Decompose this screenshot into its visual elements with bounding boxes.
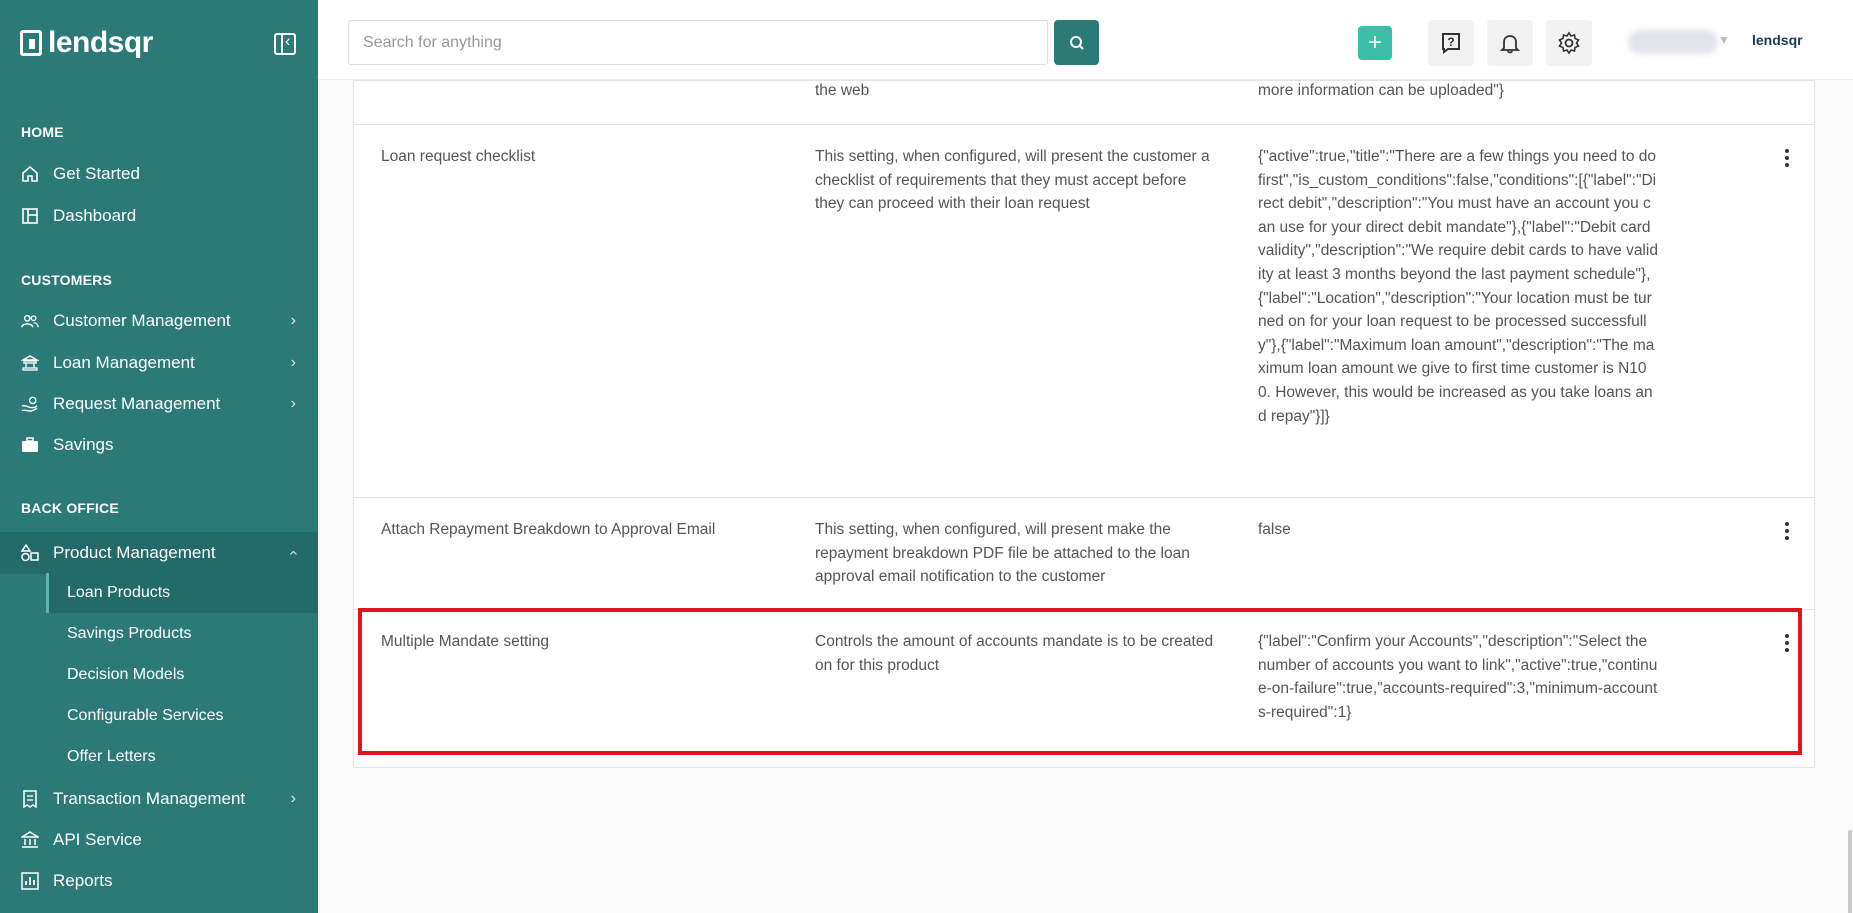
top-bar — [318, 0, 1853, 80]
settings-button[interactable] — [1546, 20, 1592, 66]
sidebar-item-label: Loan Management — [53, 353, 195, 372]
more-options-icon[interactable] — [1784, 632, 1790, 654]
table-row — [354, 125, 1814, 498]
sidebar-item-label: Savings — [53, 435, 114, 454]
add-button[interactable] — [1358, 26, 1392, 60]
logo-mark-icon — [20, 30, 42, 56]
home-icon — [21, 165, 39, 183]
setting-value: {"active":true,"title":"There are a few things you need to do first","is_custom_conditions":false,"conditions":[{"label":"Direct debit","description":"You must have an account you can use for your direct debit mandate"},{"label":"Debit card validity","description":"We require debit cards to have validity at least 3 months beyond the last payment schedule"},{"label":"Location","description":"Your location must be turned on for your loan request to be processed successfully"},{"label":"Maximum loan amount","description":"The maximum loan amount we give to first time customer is N100. However, this would be increased as you take loans and repay"}]} — [1258, 148, 1658, 425]
brand-logo[interactable] — [20, 26, 153, 60]
sidebar-item-api-service[interactable] — [0, 820, 318, 860]
sidebar-item-dashboard[interactable] — [0, 196, 318, 236]
setting-value: false — [1258, 521, 1291, 538]
sidebar-item-label: Customer Management — [53, 311, 231, 330]
table-row — [354, 81, 1814, 125]
sidebar-item-label: Transaction Management — [53, 789, 246, 808]
search-icon — [1069, 35, 1085, 51]
setting-description: Controls the amount of accounts mandate is to be created on for this product — [815, 633, 1214, 674]
scrollbar[interactable] — [1847, 80, 1853, 913]
section-back-office: BACK OFFICE — [21, 500, 119, 516]
setting-description: the web — [815, 82, 870, 99]
chevron-down-icon[interactable]: ▼ — [1718, 33, 1730, 47]
help-button[interactable] — [1428, 20, 1474, 66]
setting-description: This setting, when configured, will present the customer a checklist of requirements that they must accept before they can proceed with their loan request — [815, 148, 1210, 213]
setting-name: Attach Repayment Breakdown to Approval Email — [381, 521, 716, 538]
bank-icon — [21, 354, 39, 372]
sidebar-item-savings[interactable] — [0, 425, 318, 465]
sidebar-subitem-decision-models[interactable]: Decision Models — [67, 666, 185, 683]
help-icon — [1439, 31, 1463, 55]
search-button[interactable] — [1054, 20, 1099, 65]
more-options-icon[interactable] — [1784, 520, 1790, 542]
chevron-up-icon: › — [284, 550, 302, 556]
plus-icon: + — [1367, 29, 1382, 56]
setting-description: This setting, when configured, will present make the repayment breakdown PDF file be attached to the loan approval email notification to the customer — [815, 521, 1190, 586]
sidebar-item-label: Product Management — [53, 543, 216, 562]
sidebar-item-transaction-management[interactable] — [0, 779, 318, 819]
bell-icon — [1499, 32, 1521, 54]
setting-name: Loan request checklist — [381, 148, 536, 165]
setting-value: {"label":"Confirm your Accounts","description":"Select the number of accounts you want to link","active":true,"continue-on-failure":true,"accounts-required":3,"minimum-accounts-required":1} — [1258, 633, 1658, 721]
brand-name: lendsqr — [48, 26, 153, 59]
sidebar-item-get-started[interactable] — [0, 154, 318, 194]
notifications-button[interactable] — [1487, 20, 1533, 66]
table-row — [354, 610, 1814, 767]
svg-text:?: ? — [1447, 35, 1455, 49]
sidebar-subitem-configurable-services[interactable]: Configurable Services — [67, 707, 224, 724]
sidebar-subitem-savings-products[interactable]: Savings Products — [67, 625, 192, 642]
gear-icon — [1557, 31, 1581, 55]
chart-icon — [21, 872, 39, 890]
chevron-right-icon: › — [290, 312, 296, 329]
sidebar-item-reports[interactable] — [0, 861, 318, 901]
chevron-right-icon: › — [290, 395, 296, 412]
sidebar-subitem-offer-letters[interactable]: Offer Letters — [67, 748, 156, 765]
search-input[interactable] — [348, 20, 1048, 65]
sidebar-item-label: Dashboard — [53, 206, 137, 225]
sidebar-subitem-loan-products[interactable]: Loan Products — [46, 573, 318, 613]
dashboard-icon — [21, 207, 39, 225]
collapse-sidebar-icon[interactable] — [274, 33, 296, 55]
sidebar-item-label: API Service — [53, 830, 142, 849]
shapes-icon — [21, 544, 39, 562]
section-home: HOME — [21, 124, 64, 140]
building-icon — [21, 831, 39, 849]
briefcase-icon — [21, 436, 39, 454]
table-row — [354, 498, 1814, 610]
sidebar-item-loan-management[interactable] — [0, 343, 318, 383]
chevron-right-icon: › — [290, 354, 296, 371]
sidebar-item-label: Request Management — [53, 394, 221, 413]
scrollbar-thumb[interactable] — [1848, 830, 1852, 913]
product-settings-table — [353, 80, 1815, 768]
setting-value: more information can be uploaded"} — [1258, 82, 1504, 99]
sidebar-item-product-management[interactable] — [0, 532, 318, 574]
more-options-icon[interactable] — [1784, 147, 1790, 169]
org-brand: lendsqr — [1752, 32, 1803, 48]
chevron-right-icon: › — [290, 790, 296, 807]
setting-name: Multiple Mandate setting — [381, 633, 550, 650]
sidebar-item-label: Get Started — [53, 164, 140, 183]
hand-money-icon — [21, 395, 39, 413]
sidebar-item-customer-management[interactable] — [0, 301, 318, 341]
sidebar-item-request-management[interactable] — [0, 384, 318, 424]
receipt-icon — [21, 790, 39, 808]
users-icon — [21, 312, 39, 330]
user-menu[interactable] — [1628, 30, 1718, 54]
section-customers: CUSTOMERS — [21, 272, 112, 288]
sidebar — [0, 0, 318, 913]
sidebar-item-label: Reports — [53, 871, 113, 890]
